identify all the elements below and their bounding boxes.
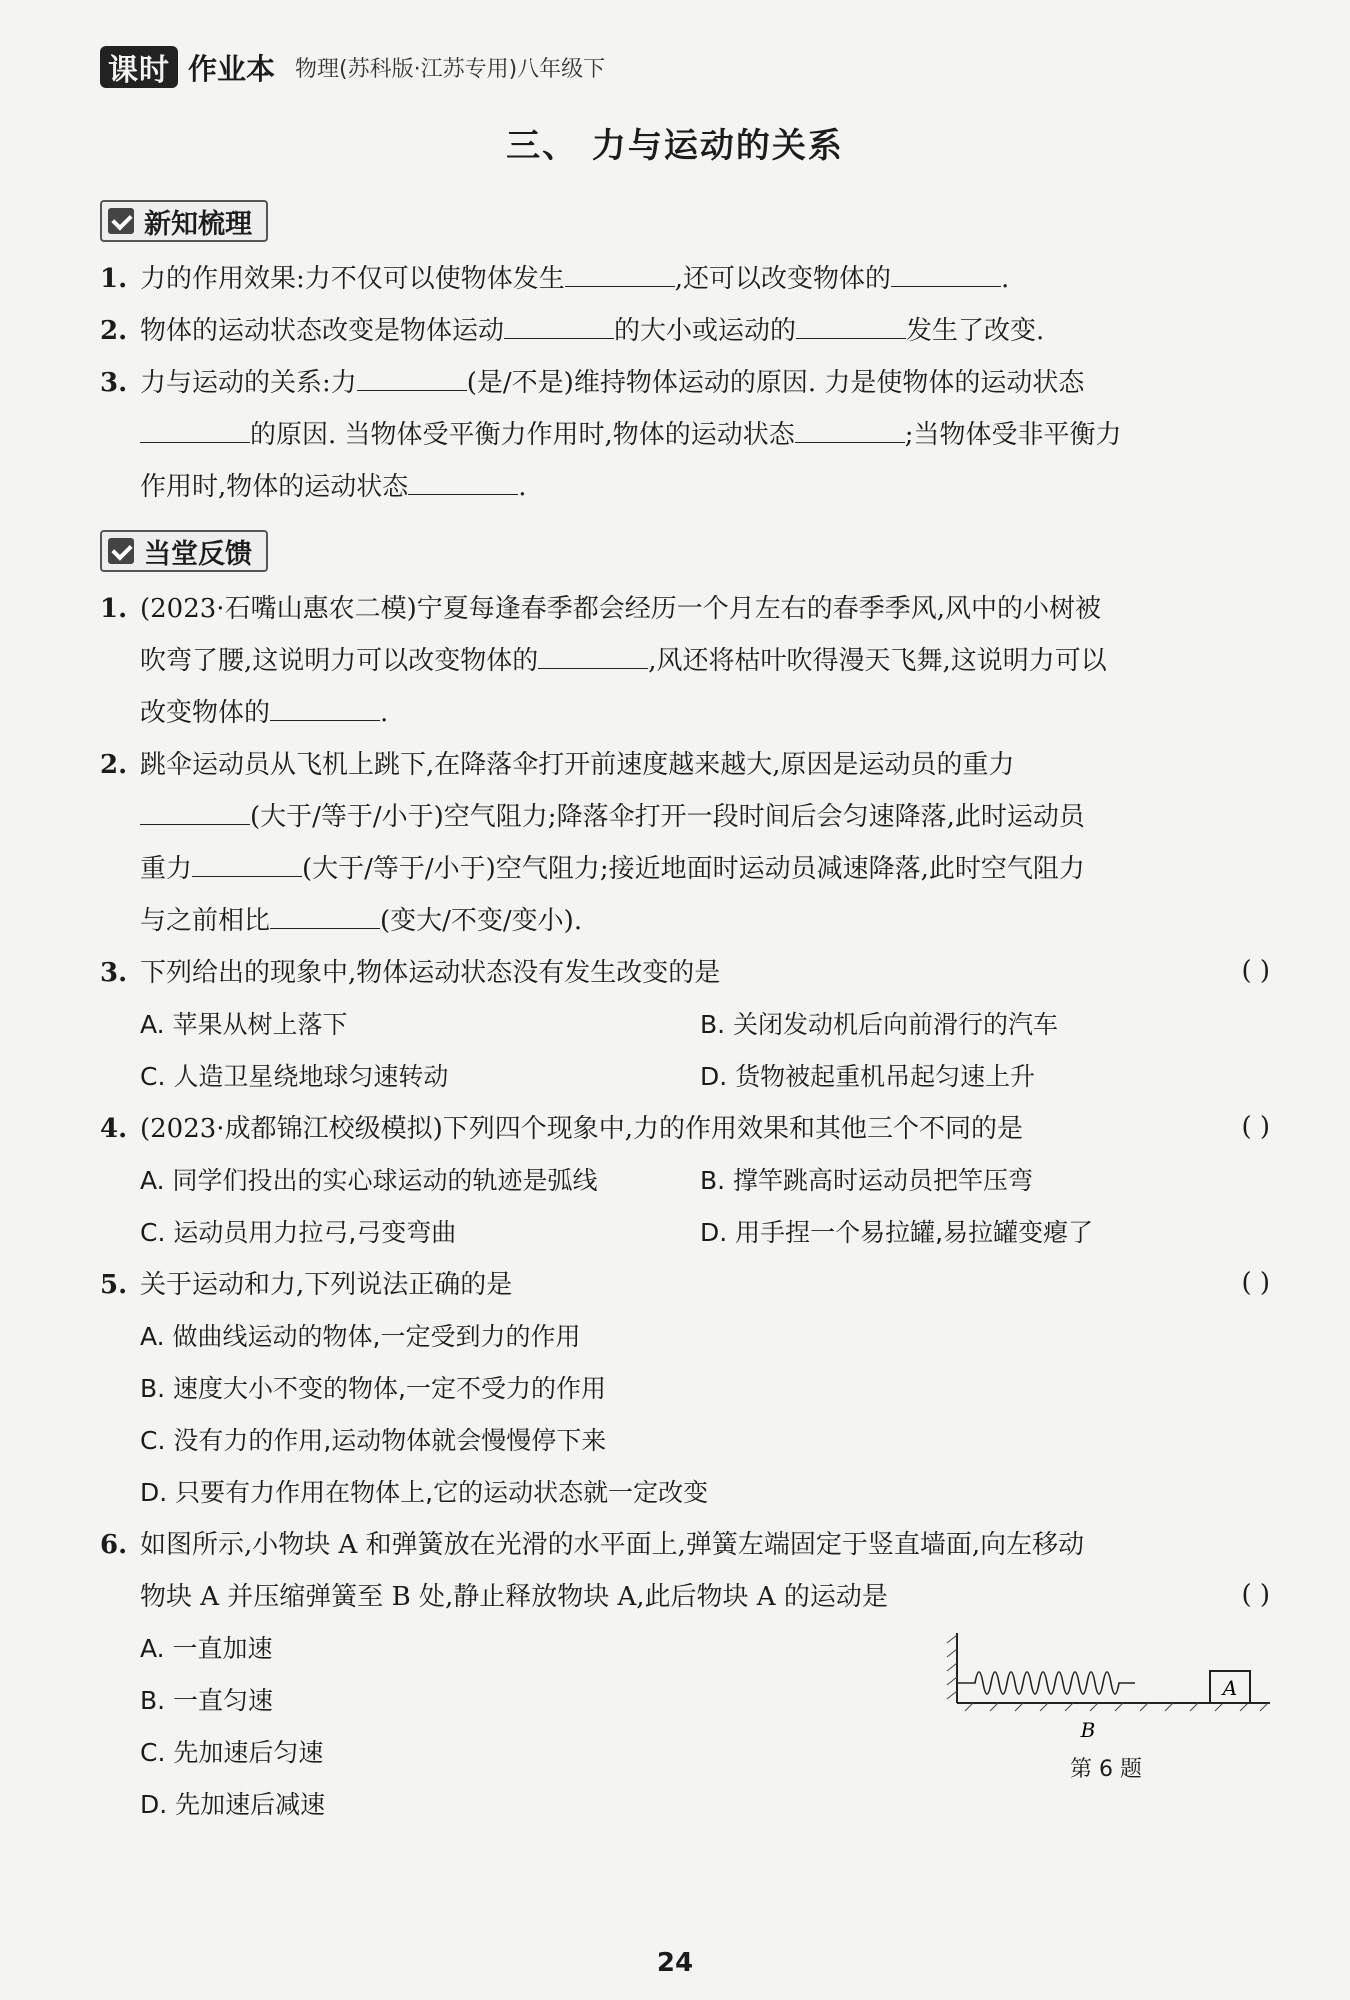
figure-caption: 第 6 题	[1070, 1757, 1142, 1782]
question-text: .	[518, 472, 527, 502]
question-number: 6.	[100, 1530, 128, 1560]
question-number: 4.	[100, 1114, 128, 1144]
question-number: 1.	[100, 264, 128, 294]
question-text: .	[380, 698, 389, 728]
option-a[interactable]: A. 一直加速	[140, 1634, 273, 1663]
option-b[interactable]: B. 撑竿跳高时运动员把竿压弯	[700, 1166, 1034, 1195]
ground-hatching	[965, 1703, 1268, 1711]
option-c[interactable]: C. 没有力的作用,运动物体就会慢慢停下来	[140, 1426, 607, 1455]
answer-blank[interactable]	[408, 472, 518, 495]
option-b[interactable]: B. 一直匀速	[140, 1686, 274, 1715]
question-text: (2023·成都锦江校级模拟)下列四个现象中,力的作用效果和其他三个不同的是	[140, 1114, 1023, 1144]
question-text: 下列给出的现象中,物体运动状态没有发生改变的是	[140, 958, 721, 988]
s2-question-4	[100, 1112, 1270, 1146]
question-text: (大于/等于/小于)空气阻力;降落伞打开一段时间后会匀速降落,此时运动员	[250, 802, 1085, 832]
s2-question-6	[100, 1528, 1270, 1562]
s2-question-5	[100, 1268, 1270, 1302]
option-d[interactable]: D. 只要有力作用在物体上,它的运动状态就一定改变	[140, 1478, 709, 1507]
question-number: 2.	[100, 316, 128, 346]
s2-question-2-line-4	[140, 904, 1310, 938]
question-text: 的原因. 当物体受平衡力作用时,物体的运动状态	[250, 420, 795, 450]
question-text: 发生了改变.	[906, 316, 1045, 346]
s2-question-2-line-2	[140, 800, 1310, 834]
option-c[interactable]: C. 人造卫星绕地球匀速转动	[140, 1062, 449, 1091]
question-text: 力的作用效果:力不仅可以使物体发生	[140, 264, 565, 294]
brand-subtitle: 作业本	[188, 51, 276, 86]
chapter-title: 三、 力与运动的关系	[506, 126, 844, 166]
answer-blank[interactable]	[796, 316, 906, 339]
s1-question-3-line-2	[140, 418, 1310, 452]
book-title: 物理(苏科版·江苏专用)八年级下	[295, 56, 606, 82]
question-text: ;当物体受非平衡力	[904, 420, 1122, 450]
question-text: (是/不是)维持物体运动的原因. 力是使物体的运动状态	[466, 368, 1085, 398]
question-text: 关于运动和力,下列说法正确的是	[140, 1270, 513, 1300]
answer-parenthesis[interactable]: ( )	[1241, 1580, 1270, 1610]
spring	[957, 1672, 1135, 1694]
question-text: 吹弯了腰,这说明力可以改变物体的	[140, 646, 539, 676]
question-text: 的大小或运动的	[614, 316, 797, 346]
question-text: 如图所示,小物块 A 和弹簧放在光滑的水平面上,弹簧左端固定于竖直墙面,向左移动	[140, 1530, 1085, 1560]
option-c[interactable]: C. 运动员用力拉弓,弓变弯曲	[140, 1218, 457, 1247]
answer-blank[interactable]	[192, 854, 302, 877]
s1-question-3	[100, 366, 1270, 400]
option-a[interactable]: A. 同学们投出的实心球运动的轨迹是弧线	[140, 1166, 598, 1195]
answer-blank[interactable]	[270, 698, 380, 721]
option-a[interactable]: A. 苹果从树上落下	[140, 1010, 348, 1039]
section-label: 新知梳理	[144, 208, 252, 240]
question-text: 重力	[140, 854, 193, 884]
answer-parenthesis[interactable]: ( )	[1241, 956, 1270, 986]
question-text: .	[1001, 264, 1010, 294]
option-c[interactable]: C. 先加速后匀速	[140, 1738, 324, 1767]
question-text: 力与运动的关系:力	[140, 368, 357, 398]
question-text: 物块 A 并压缩弹簧至 B 处,静止释放物块 A,此后物块 A 的运动是	[140, 1582, 888, 1612]
section-header-new-knowledge	[100, 200, 268, 242]
question-number: 2.	[100, 750, 128, 780]
section-label: 当堂反馈	[144, 538, 252, 570]
page-number: 24	[656, 1948, 694, 1978]
question-text: ,还可以改变物体的	[674, 264, 892, 294]
option-d[interactable]: D. 货物被起重机吊起匀速上升	[700, 1062, 1036, 1091]
s1-question-3-line-3	[140, 470, 1310, 504]
question-number: 1.	[100, 594, 128, 624]
s2-question-6-line-2	[140, 1580, 1310, 1614]
answer-blank[interactable]	[504, 316, 614, 339]
question-text: (变大/不变/变小).	[380, 906, 583, 936]
question-number: 3.	[100, 958, 128, 988]
block-label: A	[1222, 1676, 1238, 1700]
brand-logo: 课时	[100, 46, 178, 88]
option-d[interactable]: D. 用手捏一个易拉罐,易拉罐变瘪了	[700, 1218, 1094, 1247]
question-text: 跳伞运动员从飞机上跳下,在降落伞打开前速度越来越大,原因是运动员的重力	[140, 750, 1015, 780]
s1-question-2	[100, 314, 1270, 348]
checkbox-icon	[108, 538, 134, 564]
question-text: (2023·石嘴山惠农二模)宁夏每逢春季都会经历一个月左右的春季季风,风中的小树被	[140, 594, 1101, 624]
answer-blank[interactable]	[891, 264, 1001, 287]
question-text: 改变物体的	[140, 698, 271, 728]
answer-blank[interactable]	[140, 420, 250, 443]
s2-question-3	[100, 956, 1270, 990]
answer-blank[interactable]	[357, 368, 467, 391]
s2-question-2	[100, 748, 1270, 782]
option-d[interactable]: D. 先加速后减速	[140, 1790, 326, 1819]
question-number: 3.	[100, 368, 128, 398]
s1-question-1	[100, 262, 1270, 296]
answer-blank[interactable]	[795, 420, 905, 443]
question-text: (大于/等于/小于)空气阻力;接近地面时运动员减速降落,此时空气阻力	[302, 854, 1085, 884]
question-number: 5.	[100, 1270, 128, 1300]
point-b-label: B	[1080, 1718, 1096, 1742]
section-header-class-feedback	[100, 530, 268, 572]
question-text: 作用时,物体的运动状态	[140, 472, 409, 502]
s2-question-1-line-2	[140, 644, 1310, 678]
answer-parenthesis[interactable]: ( )	[1241, 1268, 1270, 1298]
page-header	[100, 44, 605, 90]
option-a[interactable]: A. 做曲线运动的物体,一定受到力的作用	[140, 1322, 581, 1351]
question-text: ,风还将枯叶吹得漫天飞舞,这说明力可以	[648, 646, 1107, 676]
option-b[interactable]: B. 速度大小不变的物体,一定不受力的作用	[140, 1374, 606, 1403]
answer-blank[interactable]	[565, 264, 675, 287]
question-text: 物体的运动状态改变是物体运动	[140, 316, 505, 346]
answer-blank[interactable]	[270, 906, 380, 929]
option-b[interactable]: B. 关闭发动机后向前滑行的汽车	[700, 1010, 1059, 1039]
question-text: 与之前相比	[140, 906, 271, 936]
answer-blank[interactable]	[140, 802, 250, 825]
s2-question-1-line-3	[140, 696, 1310, 730]
wall-hatching	[947, 1635, 957, 1699]
spring-block-diagram	[945, 1625, 1275, 1765]
s2-question-1	[100, 592, 1270, 626]
checkbox-icon	[108, 208, 134, 234]
answer-blank[interactable]	[538, 646, 648, 669]
s2-question-2-line-3	[140, 852, 1310, 886]
answer-parenthesis[interactable]: ( )	[1241, 1112, 1270, 1142]
